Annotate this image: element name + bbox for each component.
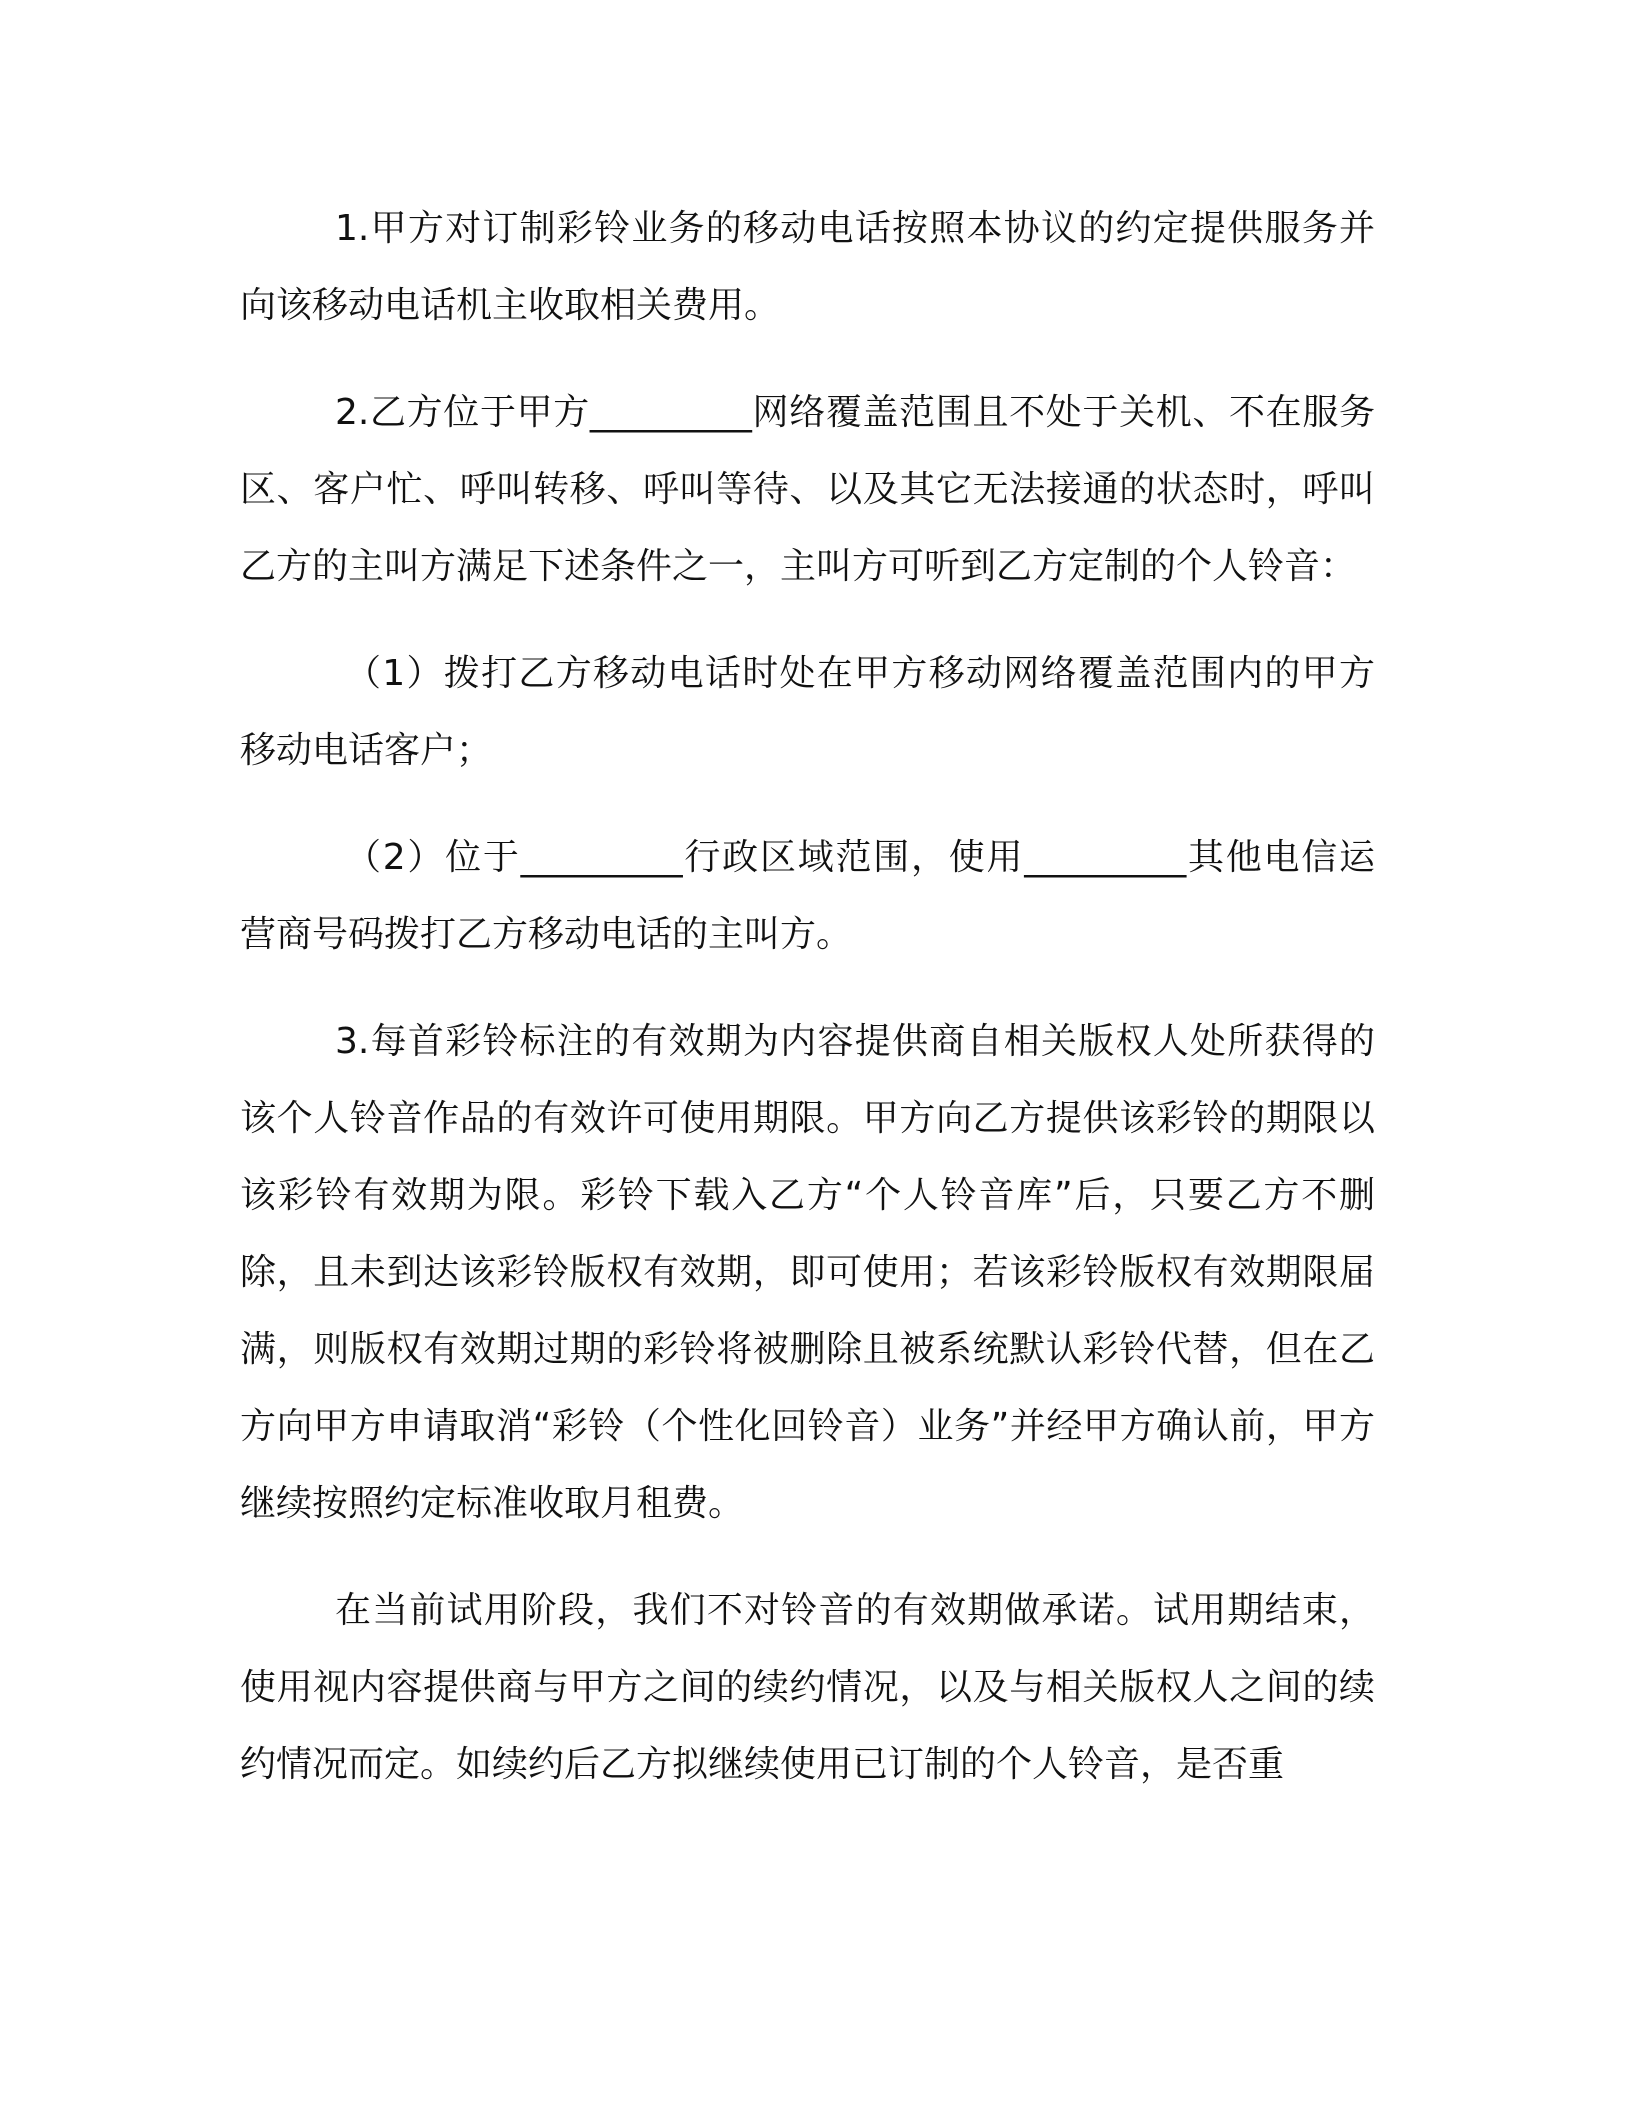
clause-2-item-2: （2）位于_________行政区域范围，使用_________其他电信运营商号码拨打乙方移动电话的主叫方。 [240, 837, 1375, 955]
clause-3-paragraph: 3.每首彩铃标注的有效期为内容提供商自相关版权人处所获得的该个人铃音作品的有效许可使用期限。甲方向乙方提供该彩铃的期限以该彩铃有效期为限。彩铃下载入乙方“个人铃音库”后，只要乙方不删除，且未到达该彩铃版权有效期，即可使用；若该彩铃版权有效期限届满，则版权有效期过期的彩铃将被删除且被系统默认彩铃代替，但在乙方向甲方申请取消“彩铃（个性化回铃音）业务”并经甲方确认前，甲方继续按照约定标准收取月租费。 [240, 1021, 1375, 1524]
trial-period-paragraph: 在当前试用阶段，我们不对铃音的有效期做承诺。试用期结束，使用视内容提供商与甲方之间的续约情况，以及与相关版权人之间的续约情况而定。如续约后乙方拟继续使用已订制的个人铃音，是否重 [240, 1590, 1375, 1785]
clause-1-paragraph: 1.甲方对订制彩铃业务的移动电话按照本协议的约定提供服务并向该移动电话机主收取相关费用。 [240, 208, 1375, 326]
clause-2-item-1: （1）拨打乙方移动电话时处在甲方移动网络覆盖范围内的甲方移动电话客户； [240, 653, 1375, 771]
clause-2-paragraph: 2.乙方位于甲方_________网络覆盖范围且不处于关机、不在服务区、客户忙、呼叫转移、呼叫等待、以及其它无法接通的状态时，呼叫乙方的主叫方满足下述条件之一，主叫方可听到乙方定制的个人铃音： [240, 392, 1375, 587]
document-body [240, 190, 1375, 1833]
